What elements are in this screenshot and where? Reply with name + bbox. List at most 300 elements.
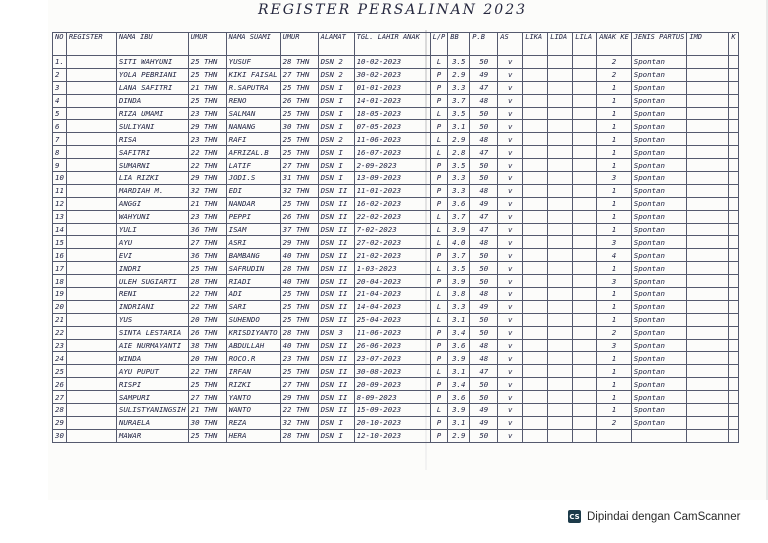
row-lika	[523, 184, 548, 197]
row-k	[729, 416, 739, 429]
row-lila	[573, 236, 597, 249]
row-nama-ibu: DINDA	[116, 94, 188, 107]
row-jenis-partus: Spontan	[631, 275, 687, 288]
row-tgl-lahir: 25-04-2023	[354, 313, 430, 326]
row-lp: P	[430, 416, 448, 429]
row-umur-ibu: 26 THN	[188, 326, 226, 339]
row-lika	[523, 416, 548, 429]
row-umur-ibu: 25 THN	[188, 56, 226, 69]
row-umur-suami: 22 THN	[280, 404, 318, 417]
row-anak-ke: 1	[597, 159, 632, 172]
row-nama-suami: RIADI	[226, 275, 280, 288]
row-lila	[573, 249, 597, 262]
row-lila	[573, 262, 597, 275]
row-alamat: DSN 2	[318, 56, 354, 69]
row-tgl-lahir: 13-09-2023	[354, 172, 430, 185]
row-as: v	[498, 172, 523, 185]
row-nama-suami: SAFRUDIN	[226, 262, 280, 275]
row-no: 13	[53, 210, 67, 223]
row-k	[729, 146, 739, 159]
row-umur-ibu: 25 THN	[188, 94, 226, 107]
row-lika	[523, 107, 548, 120]
row-nama-suami: YUSUF	[226, 56, 280, 69]
row-imd	[687, 249, 729, 262]
row-as: v	[498, 416, 523, 429]
row-imd	[687, 404, 729, 417]
row-pb: 50	[470, 120, 498, 133]
row-nama-ibu: SULISTYANINGSIH	[116, 404, 188, 417]
row-as: v	[498, 378, 523, 391]
row-jenis-partus: Spontan	[631, 120, 687, 133]
row-no: 17	[53, 262, 67, 275]
row-pb: 47	[470, 146, 498, 159]
row-bb: 2.9	[448, 133, 470, 146]
row-lila	[573, 339, 597, 352]
row-as: v	[498, 404, 523, 417]
row-as: v	[498, 339, 523, 352]
row-nama-suami: ADI	[226, 288, 280, 301]
row-nama-suami: REZA	[226, 416, 280, 429]
row-as: v	[498, 107, 523, 120]
row-lp: P	[430, 249, 448, 262]
row-bb: 3.9	[448, 352, 470, 365]
row-alamat: DSN 2	[318, 68, 354, 81]
row-jenis-partus: Spontan	[631, 159, 687, 172]
row-jenis-partus: Spontan	[631, 378, 687, 391]
row-nama-ibu: SAMPURI	[116, 391, 188, 404]
row-lika	[523, 313, 548, 326]
row-umur-ibu: 21 THN	[188, 197, 226, 210]
col-umur-ibu: UMUR	[188, 33, 226, 56]
row-lida	[548, 133, 573, 146]
row-anak-ke: 1	[597, 184, 632, 197]
row-alamat: DSN II	[318, 339, 354, 352]
row-imd	[687, 326, 729, 339]
row-lika	[523, 391, 548, 404]
row-umur-suami: 27 THN	[280, 378, 318, 391]
row-tgl-lahir: 11-06-2023	[354, 326, 430, 339]
row-jenis-partus: Spontan	[631, 249, 687, 262]
row-lp: L	[430, 236, 448, 249]
row-nama-ibu: SITI WAHYUNI	[116, 56, 188, 69]
row-lila	[573, 210, 597, 223]
row-lp: L	[430, 404, 448, 417]
row-register	[66, 184, 116, 197]
row-as: v	[498, 184, 523, 197]
row-register	[66, 262, 116, 275]
row-lila	[573, 378, 597, 391]
row-nama-ibu: LANA SAFITRI	[116, 81, 188, 94]
row-alamat: DSN I	[318, 429, 354, 442]
camscanner-logo: CS	[568, 510, 581, 523]
row-imd	[687, 313, 729, 326]
row-alamat: DSN I	[318, 107, 354, 120]
row-nama-ibu: MARDIAH M.	[116, 184, 188, 197]
row-lida	[548, 172, 573, 185]
row-alamat: DSN I	[318, 172, 354, 185]
row-anak-ke: 3	[597, 339, 632, 352]
row-lp: P	[430, 197, 448, 210]
row-lp: L	[430, 262, 448, 275]
row-nama-ibu: LIA RIZKI	[116, 172, 188, 185]
row-jenis-partus: Spontan	[631, 184, 687, 197]
row-nama-ibu: RISA	[116, 133, 188, 146]
row-as: v	[498, 249, 523, 262]
row-nama-ibu: MAWAR	[116, 429, 188, 442]
row-register	[66, 300, 116, 313]
row-lika	[523, 339, 548, 352]
table-row	[53, 120, 739, 133]
table-row	[53, 326, 739, 339]
row-as: v	[498, 94, 523, 107]
row-bb: 3.5	[448, 262, 470, 275]
row-nama-ibu: INDRIANI	[116, 300, 188, 313]
row-lika	[523, 429, 548, 442]
row-pb: 47	[470, 365, 498, 378]
col-lila: LILA	[573, 33, 597, 56]
row-alamat: DSN II	[318, 210, 354, 223]
row-no: 26	[53, 378, 67, 391]
table-header	[53, 33, 739, 56]
row-alamat: DSN II	[318, 249, 354, 262]
row-lp: P	[430, 352, 448, 365]
row-bb: 3.7	[448, 210, 470, 223]
row-pb: 48	[470, 352, 498, 365]
table-row	[53, 391, 739, 404]
row-nama-ibu: WAHYUNI	[116, 210, 188, 223]
row-nama-ibu: INDRI	[116, 262, 188, 275]
row-anak-ke: 2	[597, 326, 632, 339]
row-bb: 3.3	[448, 172, 470, 185]
row-umur-ibu: 22 THN	[188, 365, 226, 378]
row-lika	[523, 146, 548, 159]
row-nama-suami: JODI.S	[226, 172, 280, 185]
row-bb: 3.4	[448, 378, 470, 391]
row-as: v	[498, 300, 523, 313]
row-alamat: DSN II	[318, 275, 354, 288]
row-as: v	[498, 391, 523, 404]
row-nama-ibu: ULEH SUGIARTI	[116, 275, 188, 288]
col-umur-suami: UMUR	[280, 33, 318, 56]
row-umur-ibu: 21 THN	[188, 404, 226, 417]
row-nama-ibu: RIZA UMAMI	[116, 107, 188, 120]
row-bb: 3.8	[448, 288, 470, 301]
row-lila	[573, 197, 597, 210]
row-nama-suami: RAFI	[226, 133, 280, 146]
row-jenis-partus: Spontan	[631, 133, 687, 146]
row-as: v	[498, 262, 523, 275]
row-lika	[523, 120, 548, 133]
row-nama-ibu: EVI	[116, 249, 188, 262]
row-no: 18	[53, 275, 67, 288]
row-as: v	[498, 68, 523, 81]
row-anak-ke	[597, 429, 632, 442]
row-jenis-partus: Spontan	[631, 391, 687, 404]
row-lp: P	[430, 378, 448, 391]
row-lika	[523, 404, 548, 417]
row-anak-ke: 1	[597, 146, 632, 159]
table-row	[53, 404, 739, 417]
table-row	[53, 249, 739, 262]
row-umur-suami: 23 THN	[280, 352, 318, 365]
row-tgl-lahir: 23-07-2023	[354, 352, 430, 365]
row-jenis-partus: Spontan	[631, 352, 687, 365]
row-lp: L	[430, 56, 448, 69]
row-lila	[573, 223, 597, 236]
table-row	[53, 416, 739, 429]
row-bb: 3.5	[448, 56, 470, 69]
table-row	[53, 159, 739, 172]
row-nama-ibu: SAFITRI	[116, 146, 188, 159]
row-no: 21	[53, 313, 67, 326]
row-no: 30	[53, 429, 67, 442]
row-bb: 3.1	[448, 120, 470, 133]
row-lp: P	[430, 339, 448, 352]
row-no: 14	[53, 223, 67, 236]
row-pb: 50	[470, 313, 498, 326]
row-jenis-partus: Spontan	[631, 313, 687, 326]
row-lika	[523, 81, 548, 94]
row-no: 3	[53, 81, 67, 94]
row-alamat: DSN II	[318, 262, 354, 275]
row-register	[66, 81, 116, 94]
row-bb: 3.6	[448, 339, 470, 352]
row-imd	[687, 416, 729, 429]
row-pb: 50	[470, 378, 498, 391]
row-nama-suami: KIKI FAISAL	[226, 68, 280, 81]
row-nama-ibu: ANGGI	[116, 197, 188, 210]
row-register	[66, 146, 116, 159]
row-tgl-lahir: 10-02-2023	[354, 56, 430, 69]
row-no: 24	[53, 352, 67, 365]
row-pb: 49	[470, 197, 498, 210]
row-as: v	[498, 120, 523, 133]
row-register	[66, 429, 116, 442]
row-no: 4	[53, 94, 67, 107]
row-umur-ibu: 25 THN	[188, 429, 226, 442]
row-umur-ibu: 30 THN	[188, 416, 226, 429]
row-jenis-partus: Spontan	[631, 236, 687, 249]
row-imd	[687, 300, 729, 313]
row-umur-suami: 30 THN	[280, 120, 318, 133]
row-anak-ke: 1	[597, 223, 632, 236]
row-tgl-lahir: 1-03-2023	[354, 262, 430, 275]
row-pb: 50	[470, 326, 498, 339]
row-k	[729, 429, 739, 442]
row-umur-ibu: 32 THN	[188, 184, 226, 197]
row-imd	[687, 107, 729, 120]
row-alamat: DSN II	[318, 391, 354, 404]
row-register	[66, 404, 116, 417]
col-lp: L/P	[430, 33, 448, 56]
row-nama-suami: ISAM	[226, 223, 280, 236]
table-row	[53, 429, 739, 442]
row-alamat: DSN II	[318, 288, 354, 301]
row-imd	[687, 172, 729, 185]
row-umur-ibu: 38 THN	[188, 339, 226, 352]
row-umur-suami: 28 THN	[280, 326, 318, 339]
row-lida	[548, 81, 573, 94]
row-nama-suami: EDI	[226, 184, 280, 197]
row-tgl-lahir: 30-02-2023	[354, 68, 430, 81]
row-anak-ke: 1	[597, 378, 632, 391]
row-tgl-lahir: 15-09-2023	[354, 404, 430, 417]
row-lida	[548, 378, 573, 391]
row-jenis-partus: Spontan	[631, 56, 687, 69]
row-umur-ibu: 23 THN	[188, 107, 226, 120]
row-lila	[573, 391, 597, 404]
row-k	[729, 68, 739, 81]
row-jenis-partus: Spontan	[631, 404, 687, 417]
row-pb: 47	[470, 223, 498, 236]
row-tgl-lahir: 7-02-2023	[354, 223, 430, 236]
row-bb: 3.9	[448, 404, 470, 417]
row-alamat: DSN II	[318, 300, 354, 313]
row-lila	[573, 365, 597, 378]
row-umur-suami: 26 THN	[280, 94, 318, 107]
row-nama-ibu: SUMARNI	[116, 159, 188, 172]
row-lp: L	[430, 223, 448, 236]
row-no: 10	[53, 172, 67, 185]
row-no: 12	[53, 197, 67, 210]
row-lida	[548, 288, 573, 301]
row-umur-ibu: 23 THN	[188, 133, 226, 146]
row-lika	[523, 275, 548, 288]
row-nama-ibu: SULIYANI	[116, 120, 188, 133]
row-lp: P	[430, 159, 448, 172]
row-jenis-partus: Spontan	[631, 197, 687, 210]
row-lida	[548, 184, 573, 197]
row-umur-ibu: 20 THN	[188, 352, 226, 365]
row-no: 5	[53, 107, 67, 120]
row-lida	[548, 159, 573, 172]
row-jenis-partus: Spontan	[631, 68, 687, 81]
row-umur-ibu: 25 THN	[188, 68, 226, 81]
row-as: v	[498, 236, 523, 249]
row-no: 20	[53, 300, 67, 313]
table-row	[53, 133, 739, 146]
row-umur-suami: 31 THN	[280, 172, 318, 185]
row-anak-ke: 1	[597, 313, 632, 326]
row-bb: 3.6	[448, 391, 470, 404]
row-pb: 48	[470, 339, 498, 352]
row-nama-suami: YANTO	[226, 391, 280, 404]
row-tgl-lahir: 20-10-2023	[354, 416, 430, 429]
row-umur-suami: 37 THN	[280, 223, 318, 236]
row-pb: 49	[470, 404, 498, 417]
row-bb: 3.3	[448, 300, 470, 313]
row-lida	[548, 107, 573, 120]
page-title: REGISTER PERSALINAN 2023	[258, 2, 528, 18]
row-pb: 50	[470, 107, 498, 120]
row-lida	[548, 339, 573, 352]
row-imd	[687, 236, 729, 249]
row-nama-ibu: YULI	[116, 223, 188, 236]
row-bb: 3.4	[448, 326, 470, 339]
table-row	[53, 365, 739, 378]
table-row	[53, 197, 739, 210]
row-bb: 3.3	[448, 81, 470, 94]
row-imd	[687, 223, 729, 236]
row-imd	[687, 339, 729, 352]
row-anak-ke: 1	[597, 94, 632, 107]
row-lida	[548, 56, 573, 69]
table-row	[53, 210, 739, 223]
row-register	[66, 94, 116, 107]
row-lida	[548, 391, 573, 404]
table-row	[53, 172, 739, 185]
row-anak-ke: 3	[597, 275, 632, 288]
row-tgl-lahir: 16-02-2023	[354, 197, 430, 210]
row-nama-suami: R.SAPUTRA	[226, 81, 280, 94]
col-pb: P.B	[470, 33, 498, 56]
table-row	[53, 262, 739, 275]
row-lika	[523, 223, 548, 236]
row-anak-ke: 1	[597, 300, 632, 313]
row-k	[729, 56, 739, 69]
row-jenis-partus: Spontan	[631, 365, 687, 378]
register-table	[52, 32, 739, 443]
row-as: v	[498, 223, 523, 236]
row-k	[729, 288, 739, 301]
row-lika	[523, 236, 548, 249]
row-umur-suami: 28 THN	[280, 262, 318, 275]
row-umur-suami: 27 THN	[280, 68, 318, 81]
row-bb: 2.9	[448, 68, 470, 81]
row-lp: L	[430, 313, 448, 326]
table-row	[53, 94, 739, 107]
row-umur-suami: 25 THN	[280, 365, 318, 378]
row-as: v	[498, 352, 523, 365]
row-nama-ibu: RISPI	[116, 378, 188, 391]
row-register	[66, 236, 116, 249]
row-nama-suami: LATIF	[226, 159, 280, 172]
row-as: v	[498, 146, 523, 159]
row-lika	[523, 159, 548, 172]
row-bb: 3.5	[448, 107, 470, 120]
row-jenis-partus: Spontan	[631, 339, 687, 352]
row-k	[729, 249, 739, 262]
row-imd	[687, 391, 729, 404]
row-register	[66, 197, 116, 210]
row-nama-suami: SARI	[226, 300, 280, 313]
row-tgl-lahir: 30-08-2023	[354, 365, 430, 378]
row-lida	[548, 68, 573, 81]
row-alamat: DSN II	[318, 184, 354, 197]
row-k	[729, 184, 739, 197]
col-lida: LIDA	[548, 33, 573, 56]
row-nama-ibu: AYU	[116, 236, 188, 249]
table-row	[53, 184, 739, 197]
row-imd	[687, 159, 729, 172]
row-tgl-lahir: 11-06-2023	[354, 133, 430, 146]
col-tgl-lahir: TGL. LAHIR ANAK	[354, 33, 430, 56]
row-k	[729, 197, 739, 210]
row-anak-ke: 1	[597, 107, 632, 120]
row-lila	[573, 300, 597, 313]
row-pb: 50	[470, 429, 498, 442]
row-lila	[573, 404, 597, 417]
row-jenis-partus: Spontan	[631, 94, 687, 107]
row-pb: 48	[470, 133, 498, 146]
row-lika	[523, 378, 548, 391]
row-k	[729, 262, 739, 275]
row-register	[66, 68, 116, 81]
row-nama-ibu: RENI	[116, 288, 188, 301]
row-lika	[523, 352, 548, 365]
row-tgl-lahir: 07-05-2023	[354, 120, 430, 133]
row-k	[729, 339, 739, 352]
